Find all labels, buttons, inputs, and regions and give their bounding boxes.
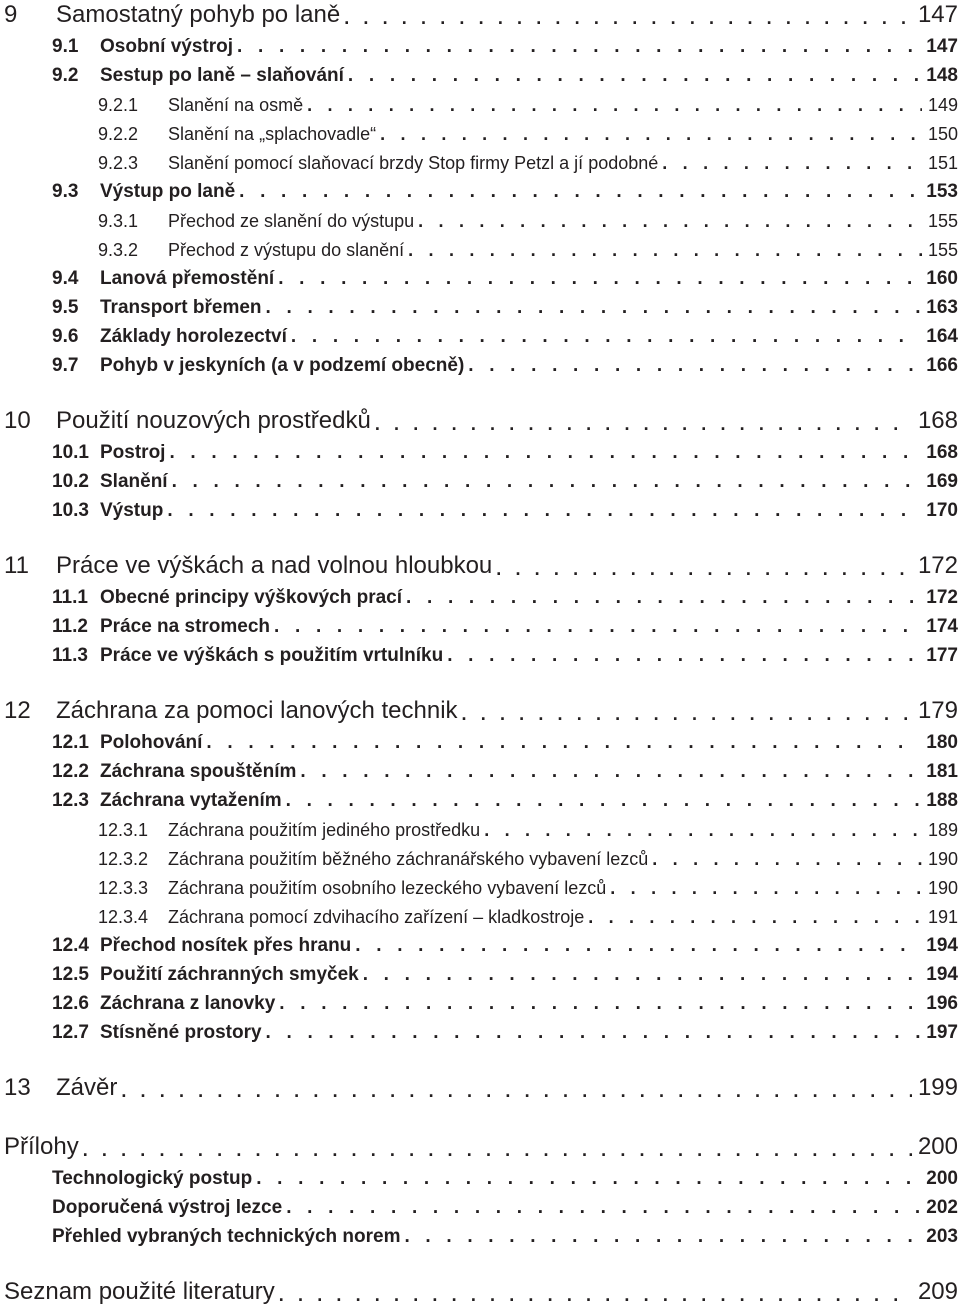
toc-entry[interactable] — [0, 85, 960, 114]
dot-leader — [291, 327, 920, 346]
toc-entry[interactable] — [0, 810, 960, 839]
dot-leader — [121, 1082, 912, 1100]
toc-entry-number: 9.2.3 — [98, 153, 139, 173]
toc-entry-title: Práce ve výškách a nad volnou hloubkou — [56, 552, 493, 579]
dot-leader — [239, 182, 920, 201]
toc-entry-title: Výstup po laně — [100, 181, 236, 202]
toc-entry-title: Přechod ze slanění do výstupu — [168, 211, 415, 231]
dot-leader — [496, 560, 912, 578]
toc-entry-page: 197 — [926, 1022, 958, 1043]
toc-entry-number: 11.1 — [52, 587, 88, 608]
toc-entry-number: 12.4 — [52, 935, 89, 956]
toc-entry[interactable] — [0, 288, 960, 317]
dot-leader — [274, 617, 920, 636]
toc-entry-number: 9.4 — [52, 268, 79, 289]
toc-entry-number: 12.3.4 — [98, 907, 149, 927]
toc-entry-page: 189 — [927, 820, 958, 840]
toc-entry[interactable] — [0, 897, 960, 926]
toc-entry-title: Záchrana spouštěním — [100, 761, 297, 782]
toc-entry-page: 200 — [926, 1168, 958, 1189]
toc-entry[interactable] — [0, 0, 960, 27]
toc-entry-page: 194 — [926, 935, 958, 956]
toc-entry-page: 155 — [927, 211, 958, 231]
toc-entry-page: 163 — [926, 297, 958, 318]
toc-entry-number: 9 — [4, 1, 18, 28]
toc-entry-page: 168 — [917, 407, 958, 434]
dot-leader — [300, 762, 920, 781]
toc-entry-number: 9.3.2 — [98, 240, 139, 260]
dot-leader — [404, 1227, 920, 1246]
dot-leader — [588, 908, 922, 926]
toc-entry-page: 160 — [926, 268, 958, 289]
toc-entry-title: Sestup po laně – slaňování — [100, 65, 344, 86]
toc-entry[interactable] — [0, 404, 960, 433]
toc-entry-title: Práce ve výškách s použitím vrtulníku — [100, 645, 444, 666]
toc-entry-title: Přechod z výstupu do slanění — [168, 240, 405, 260]
toc-entry-title: Základy horolezectví — [100, 326, 287, 347]
toc-entry-title: Záchrana z lanovky — [100, 993, 276, 1014]
toc-entry[interactable] — [0, 868, 960, 897]
dot-leader — [610, 879, 922, 897]
toc-entry[interactable] — [0, 839, 960, 868]
toc-entry-title: Záchrana použitím osobního lezeckého vybavení lezců — [168, 878, 607, 898]
toc-entry-page: 151 — [927, 153, 958, 173]
toc-entry-number: 12.3.1 — [98, 820, 149, 840]
toc-entry-number: 12.3 — [52, 790, 89, 811]
toc-entry-page: 190 — [927, 878, 958, 898]
toc-entry[interactable] — [0, 752, 960, 781]
toc-entry-number: 10 — [4, 407, 31, 434]
dot-leader — [286, 1198, 920, 1217]
dot-leader — [307, 96, 922, 114]
dot-leader — [279, 1286, 912, 1304]
toc-entry-title: Záchrana použitím jediného prostředku — [168, 820, 481, 840]
dot-leader — [167, 501, 920, 520]
toc-entry-number: 13 — [4, 1074, 31, 1101]
toc-entry[interactable] — [0, 723, 960, 752]
toc-entry[interactable] — [0, 433, 960, 462]
toc-entry-number: 9.1 — [52, 36, 79, 57]
toc-entry-number: 9.2.2 — [98, 124, 139, 144]
toc-entry-number: 10.2 — [52, 471, 89, 492]
toc-entry[interactable] — [0, 1013, 960, 1042]
toc-entry-page: 180 — [926, 732, 958, 753]
toc-entry[interactable] — [0, 462, 960, 491]
toc-entry[interactable] — [0, 491, 960, 520]
dot-leader — [279, 994, 920, 1013]
toc-entry[interactable] — [0, 230, 960, 259]
toc-entry[interactable] — [0, 27, 960, 56]
toc-entry[interactable] — [0, 201, 960, 230]
toc-entry-number: 12.3.2 — [98, 849, 149, 869]
toc-entry-page: 179 — [917, 697, 958, 724]
toc-entry[interactable] — [0, 694, 960, 723]
toc-entry-title: Transport břemen — [100, 297, 262, 318]
toc-entry-number: 9.6 — [52, 326, 79, 347]
toc-entry[interactable] — [0, 346, 960, 375]
toc-entry-title: Přechod nosítek přes hranu — [100, 935, 352, 956]
toc-entry-title: Přílohy — [4, 1133, 79, 1160]
toc-entry-number: 11 — [4, 552, 29, 579]
toc-entry-number: 9.7 — [52, 355, 79, 376]
toc-entry-page: 150 — [927, 124, 958, 144]
toc-entry-title: Přehled vybraných technických norem — [52, 1226, 401, 1247]
dot-leader — [266, 298, 921, 317]
toc-entry-number: 12.2 — [52, 761, 89, 782]
toc-entry[interactable] — [0, 926, 960, 955]
toc-entry-title: Slanění pomocí slaňovací brzdy Stop firmy Petzl a jí podobné — [168, 153, 659, 173]
toc-entry-title: Polohování — [100, 732, 203, 753]
dot-leader — [206, 733, 920, 752]
toc-entry-page: 168 — [926, 442, 958, 463]
toc-entry-title: Slanění — [100, 471, 168, 492]
toc-entry-page: 153 — [926, 181, 958, 202]
toc-entry-page: 181 — [926, 761, 958, 782]
dot-leader — [266, 1023, 921, 1042]
dot-leader — [172, 472, 921, 491]
toc-entry-page: 170 — [926, 500, 958, 521]
dot-leader — [237, 37, 920, 56]
toc-entry-number: 9.2 — [52, 65, 79, 86]
toc-entry-title: Závěr — [56, 1074, 118, 1101]
toc-entry-page: 166 — [926, 355, 958, 376]
toc-entry-page: 164 — [926, 326, 958, 347]
toc-entry-page: 147 — [917, 1, 958, 28]
toc-entry-number: 12.6 — [52, 993, 89, 1014]
toc-entry-page: 194 — [926, 964, 958, 985]
toc-entry-number: 10.3 — [52, 500, 89, 521]
toc-entry-number: 9.5 — [52, 297, 79, 318]
toc-entry-title: Slanění na „splachovadle“ — [168, 124, 377, 144]
toc-entry-number: 10.1 — [52, 442, 89, 463]
toc-entry-page: 169 — [926, 471, 958, 492]
toc-entry[interactable] — [0, 143, 960, 172]
toc-entry[interactable] — [0, 1071, 960, 1100]
toc-entry[interactable] — [0, 1159, 960, 1188]
toc-entry-number: 11.3 — [52, 645, 88, 666]
toc-entry-title: Samostatný pohyb po laně — [56, 1, 341, 28]
toc-entry-title: Záchrana pomocí zdvihacího zařízení – kladkostroje — [168, 907, 585, 927]
toc-entry-page: 202 — [926, 1197, 958, 1218]
toc-entry[interactable] — [0, 636, 960, 665]
toc-entry-page: 200 — [917, 1133, 958, 1160]
toc-entry-page: 148 — [926, 65, 958, 86]
toc-entry[interactable] — [0, 114, 960, 143]
toc-entry-number: 12.3.3 — [98, 878, 149, 898]
dot-leader — [418, 212, 922, 230]
toc-entry-number: 12.7 — [52, 1022, 89, 1043]
dot-leader — [408, 241, 922, 259]
toc-entry[interactable] — [0, 781, 960, 810]
toc-entry-title: Slanění na osmě — [168, 95, 304, 115]
toc-entry-page: 196 — [926, 993, 958, 1014]
toc-entry-page: 203 — [926, 1226, 958, 1247]
toc-entry[interactable] — [0, 259, 960, 288]
toc-entry[interactable] — [0, 1275, 960, 1304]
toc-entry-page: 199 — [917, 1074, 958, 1101]
toc-entry[interactable] — [0, 56, 960, 85]
toc-entry-page: 172 — [926, 587, 958, 608]
toc-entry-title: Použití záchranných smyček — [100, 964, 359, 985]
toc-entry[interactable] — [0, 578, 960, 607]
toc-entry-page: 155 — [927, 240, 958, 260]
toc-entry-number: 9.2.1 — [98, 95, 139, 115]
dot-leader — [375, 415, 912, 433]
toc-entry-number: 12 — [4, 697, 31, 724]
toc-entry[interactable] — [0, 172, 960, 201]
toc-entry-title: Seznam použité literatury — [4, 1278, 275, 1305]
dot-leader — [344, 9, 912, 27]
toc-entry[interactable] — [0, 1217, 960, 1246]
toc-entry[interactable] — [0, 955, 960, 984]
toc-entry-title: Obecné principy výškových prací — [100, 587, 403, 608]
dot-leader — [278, 269, 920, 288]
toc-entry-title: Výstup — [100, 500, 164, 521]
toc-entry-number: 12.1 — [52, 732, 89, 753]
dot-leader — [83, 1141, 912, 1159]
toc-entry[interactable] — [0, 1130, 960, 1159]
toc-entry-page: 147 — [926, 36, 958, 57]
toc-entry-number: 9.3 — [52, 181, 79, 202]
toc-entry-title: Stísněné prostory — [100, 1022, 262, 1043]
dot-leader — [169, 443, 920, 462]
toc-entry[interactable] — [0, 317, 960, 346]
toc-entry-page: 149 — [927, 95, 958, 115]
toc-entry-title: Technologický postup — [52, 1168, 253, 1189]
toc-entry-page: 174 — [926, 616, 958, 637]
toc-entry-title: Práce na stromech — [100, 616, 271, 637]
dot-leader — [363, 965, 921, 984]
dot-leader — [462, 705, 912, 723]
toc-entry-number: 9.3.1 — [98, 211, 139, 231]
toc-entry[interactable] — [0, 607, 960, 636]
toc-entry-title: Pohyb v jeskyních (a v podzemí obecně) — [100, 355, 465, 376]
toc-entry[interactable] — [0, 549, 960, 578]
dot-leader — [447, 646, 920, 665]
dot-leader — [380, 125, 922, 143]
toc-entry-page: 177 — [926, 645, 958, 666]
toc-entry-title: Záchrana použitím běžného záchranářského vybavení lezců — [168, 849, 649, 869]
toc-entry-page: 188 — [926, 790, 958, 811]
dot-leader — [662, 154, 922, 172]
dot-leader — [256, 1169, 920, 1188]
toc-entry-title: Doporučená výstroj lezce — [52, 1197, 283, 1218]
toc-entry-title: Použití nouzových prostředků — [56, 407, 371, 434]
toc-entry-title: Osobní výstroj — [100, 36, 234, 57]
dot-leader — [484, 821, 922, 839]
toc-entry[interactable] — [0, 984, 960, 1013]
dot-leader — [355, 936, 920, 955]
toc-entry-page: 191 — [927, 907, 958, 927]
toc-entry-page: 172 — [917, 552, 958, 579]
toc-entry[interactable] — [0, 1188, 960, 1217]
toc-entry-page: 190 — [927, 849, 958, 869]
dot-leader — [652, 850, 922, 868]
dot-leader — [406, 588, 920, 607]
dot-leader — [468, 356, 920, 375]
toc-entry-title: Záchrana vytažením — [100, 790, 282, 811]
toc-entry-number: 11.2 — [52, 616, 88, 637]
toc-entry-number: 12.5 — [52, 964, 89, 985]
toc-entry-title: Lanová přemostění — [100, 268, 275, 289]
dot-leader — [348, 66, 920, 85]
toc-entry-title: Postroj — [100, 442, 166, 463]
toc-entry-title: Záchrana za pomoci lanových technik — [56, 697, 458, 724]
dot-leader — [286, 791, 921, 810]
toc-entry-page: 209 — [917, 1278, 958, 1305]
